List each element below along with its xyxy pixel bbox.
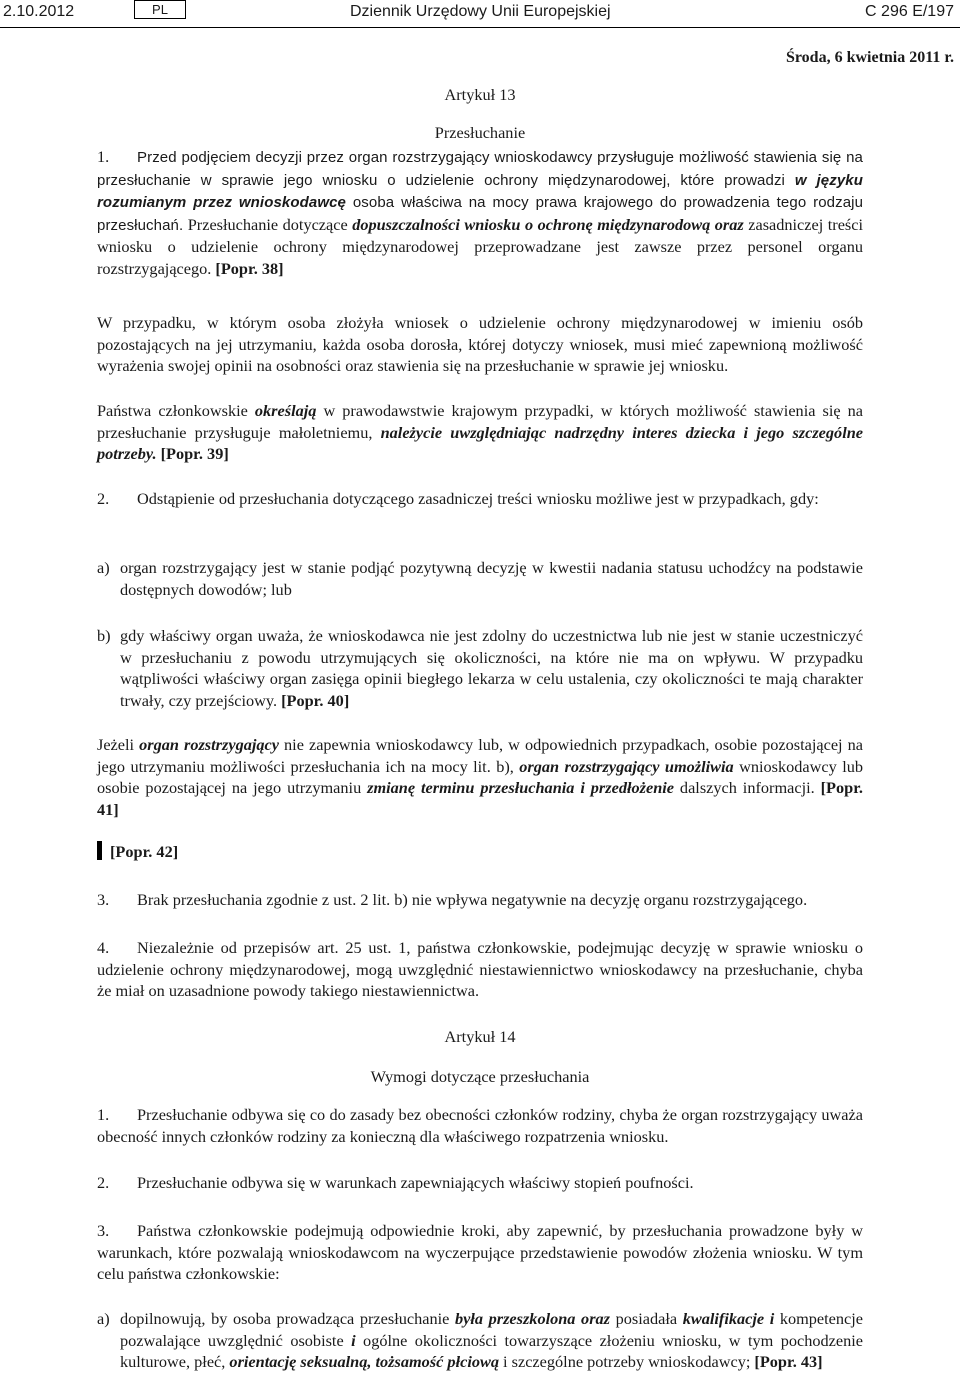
publication-date: 2.10.2012 (3, 3, 75, 20)
art14-paragraph-3: 3. Państwa członkowskie podejmują odpowiednie kroki, aby zapewnić, by przesłuchania prowadzone były w warunkach, które pozwalają wnioskodawcom na wyczerpujące przedstawienie powodów złożenia wniosku. W tym celu państwa członkowskie: (97, 1221, 863, 1283)
amendment-ref: [Popr. 43] (750, 1352, 823, 1371)
paragraph-number: 2. (97, 489, 110, 508)
item-label: b) (97, 626, 111, 645)
art13-paragraph-7: 4. Niezależnie od przepisów art. 25 ust. 1, państwa członkowskie, podejmując decyzję w sprawie wniosku o udzielenie ochrony międzynarodowej, mogą uwzględnić niestawiennictwo wnioskodawcy na przesłuchanie, chyba że miał on uzasadnione powody takiego niestawiennictwa. (97, 938, 863, 1000)
amendment-ref: [Popr. 39] (156, 444, 229, 463)
art14-item-a: a) dopilnowują, by osoba prowadząca przesłuchanie była przeszkolona oraz posiadała kwalifikacje i kompetencje pozwalające uwzględnić osobiste i ogólne okoliczności towarzyszące złożeniu wniosku, w tym pochodzenie kulturowe, płeć, orientację seksualną, tożsamość płciową i szczególne potrzeby wnioskodawcy; [Popr. 43] (97, 1309, 863, 1371)
paragraph-number: 1. (97, 1105, 110, 1124)
amendment-ref: [Popr. 41] (97, 778, 863, 819)
paragraph-number: 3. (97, 1221, 110, 1240)
paragraph-number: 4. (97, 938, 110, 957)
article-14-subtitle: Wymogi dotyczące przesłuchania (370, 1067, 590, 1086)
paragraph-number: 1. (97, 147, 110, 166)
amendment-ref: [Popr. 40] (277, 690, 350, 710)
article-13-title: Artykuł 13 (444, 85, 516, 104)
header-divider (0, 27, 960, 28)
article-14-title: Artykuł 14 (444, 1027, 516, 1046)
art13-paragraph-5: Jeżeli organ rozstrzygający nie zapewnia wnioskodawcy lub, w odpowiednich przypadkach, osobie pozostającej na jego utrzymaniu możliwości przesłuchania ich na mocy lit. b), organ rozstrzygający umożliwia wnioskodawcy lub osobie pozostającej na jego utrzymaniu zmianę terminu przesłuchania i przedłożenie dalszych informacji. [Popr. 41] (97, 735, 863, 819)
art13-item-a: a) organ rozstrzygający jest w stanie podjąć pozytywną decyzję w kwestii nadania statusu uchodźcy na podstawie dostępnych dowodów; lub (97, 558, 863, 599)
art14-paragraph-1: 1. Przesłuchanie odbywa się co do zasady bez obecności członków rodziny, chyba że organ rozstrzygający uważa obecność innych członków rodziny za konieczną dla właściwego rozpatrzenia wniosku. (97, 1105, 863, 1146)
art13-paragraph-4: 2. Odstąpienie od przesłuchania dotyczącego zasadniczej treści wniosku możliwe jest w przypadkach, gdy: (97, 489, 819, 508)
journal-title: Dziennik Urzędowy Unii Europejskiej (350, 3, 611, 20)
language-badge: PL (134, 0, 186, 19)
journal-header (0, 0, 960, 26)
change-bar (97, 841, 102, 860)
journal-reference: C 296 E/197 (865, 3, 954, 20)
art14-paragraph-2: 2. Przesłuchanie odbywa się w warunkach zapewniających właściwy stopień poufności. (97, 1173, 694, 1192)
art13-item-b: b) gdy właściwy organ uważa, że wnioskodawca nie jest zdolny do uczestnictwa lub nie jest w stanie uczestniczyć w przesłuchaniu z powodu utrzymujących się okoliczności, na które nie ma on wpływu. W przypadku wątpliwości właściwy organ zasięga opinii biegłego lekarza w celu ustalenia, czy okoliczności te mają charakter trwały, czy przejściowy. [Popr. 40] (97, 626, 863, 710)
paragraph-number: 2. (97, 1173, 110, 1192)
art13-paragraph-6: 3. Brak przesłuchania zgodnie z ust. 2 lit. b) nie wpływa negatywnie na decyzję organu rozstrzygającego. (97, 890, 808, 909)
amendment-ref: [Popr. 38] (211, 258, 284, 278)
art13-paragraph-3: Państwa członkowskie określają w prawodawstwie krajowym przypadki, w których możliwość stawienia się na przesłuchanie przysługuje małoletniemu, należycie uwzględniając nadrzędny interes dziecka i jego szczególne potrzeby. [Popr. 39] (97, 401, 863, 463)
item-label: a) (97, 558, 110, 577)
paragraph-number: 3. (97, 890, 110, 909)
art13-paragraph-1: 1. Przed podjęciem decyzji przez organ rozstrzygający wnioskodawcy przysługuje możliwość stawienia się na przesłuchanie w sprawie jego wniosku o udzielenie ochrony międzynarodowej, które prowadzi w języku rozumianym przez wnioskodawcę osoba właściwa na mocy prawa krajowego do prowadzenia tego rodzaju przesłuchań. Przesłuchanie dotyczące dopuszczalności wniosku o ochronę międzynarodową oraz zasadniczej treści wniosku o udzielenie ochrony międzynarodowej przeprowadzane jest zawsze przez personel organu rozstrzygającego. [Popr. 38] (97, 147, 864, 278)
art13-paragraph-2: W przypadku, w którym osoba złożyła wniosek o udzielenie ochrony międzynarodowej w imieniu osób pozostających na jej utrzymaniu, każda osoba dorosła, której dotyczy wniosek, musi mieć zapewnioną możliwość wyrażenia swojej opinii na osobności oraz stawienia się na przesłuchanie w sprawie jej wniosku. (97, 313, 863, 375)
item-label: a) (97, 1309, 110, 1328)
session-date: Środa, 6 kwietnia 2011 r. (785, 49, 954, 66)
deleted-amendment-42: [Popr. 42] (97, 841, 863, 863)
article-13-subtitle: Przesłuchanie (434, 123, 526, 142)
